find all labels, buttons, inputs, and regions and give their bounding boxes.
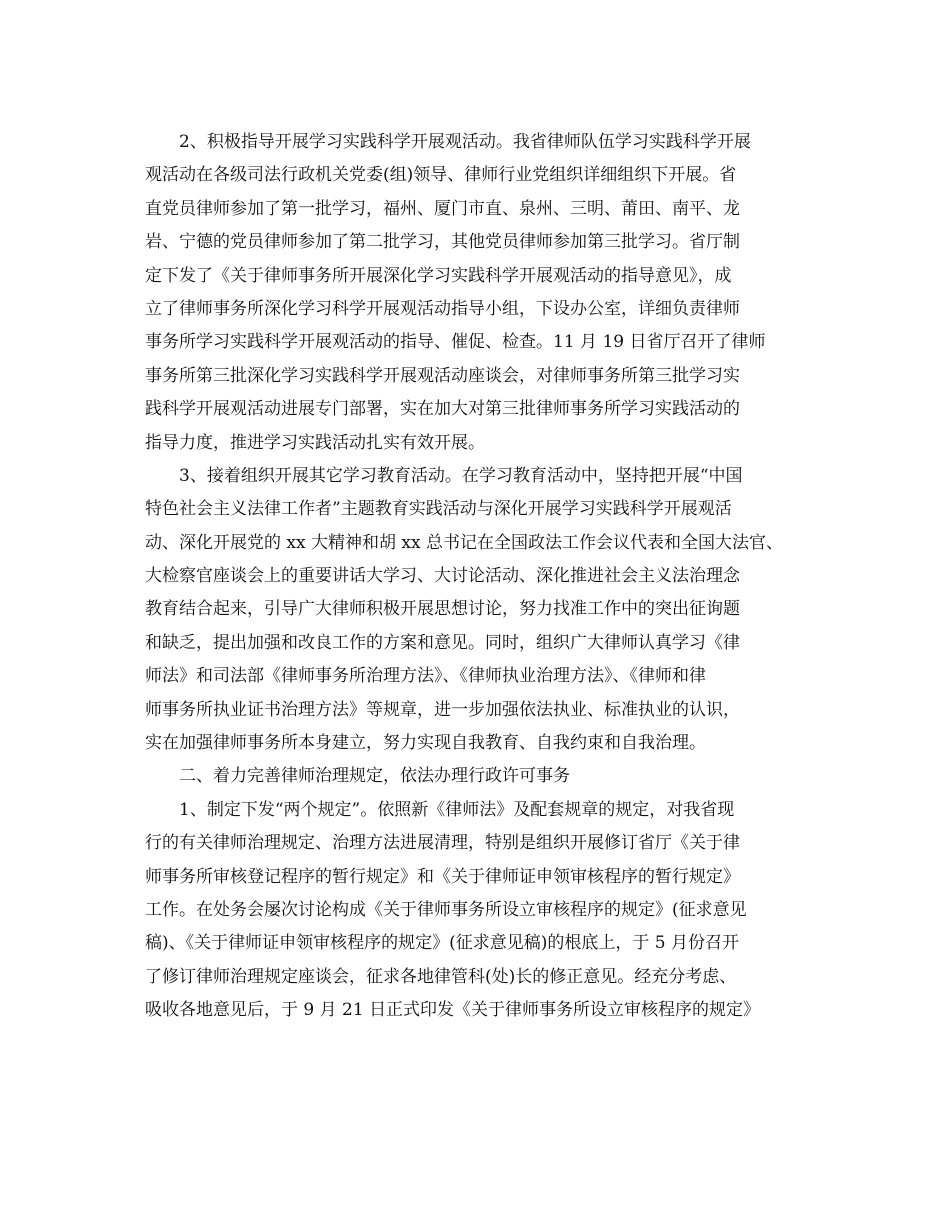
text-line: 动、深化开展党的 xx 大精神和胡 xx 总书记在全国政法工作会议代表和全国大法官、: [145, 532, 783, 553]
text-line: 定下发了《关于律师事务所开展深化学习实践科学开展观活动的指导意见》，成: [145, 265, 732, 286]
text-line: 观活动在各级司法行政机关党委(组)领导、律师行业党组织详细组织下开展。省: [145, 165, 737, 186]
text-line: 稿)、《关于律师证申领审核程序的规定》(征求意见稿)的根底上，于 5 月份召开: [145, 933, 740, 954]
text-line: 立了律师事务所深化学习科学开展观活动指导小组，下设办公室，详细负责律师: [145, 298, 740, 319]
text-line: 了修订律师治理规定座谈会，征求各地律管科(处)长的修正意见。经充分考虑、: [145, 966, 737, 987]
text-line: 行的有关律师治理规定、治理方法进展清理，特别是组织开展修订省厅《关于律: [145, 833, 740, 854]
document-body: [145, 126, 810, 1028]
text-line: 指导力度，推进学习实践活动扎实有效开展。: [145, 432, 485, 453]
text-line: 师事务所审核登记程序的暂行规定》和《关于律师证申领审核程序的暂行规定》: [145, 866, 740, 887]
text-line: 实在加强律师事务所本身建立，努力实现自我教育、自我约束和自我治理。: [145, 733, 706, 754]
text-line: 3、接着组织开展其它学习教育活动。在学习教育活动中，坚持把开展“中国: [179, 465, 743, 486]
text-line: 事务所第三批深化学习实践科学开展观活动座谈会，对律师事务所第三批学习实: [145, 365, 740, 386]
text-line: 直党员律师参加了第一批学习，福州、厦门市直、泉州、三明、莆田、南平、龙: [145, 198, 740, 219]
text-line: 和缺乏，提出加强和改良工作的方案和意见。同时，组织广大律师认真学习《律: [145, 632, 740, 653]
text-line: 2、积极指导开展学习实践科学开展观活动。我省律师队伍学习实践科学开展: [179, 132, 751, 152]
text-line: 岩、宁德的党员律师参加了第二批学习，其他党员律师参加第三批学习。省厅制: [145, 232, 740, 253]
text-line: 师事务所执业证书治理方法》等规章，进一步加强依法执业、标准执业的认识，: [145, 699, 740, 720]
text-line: 1、制定下发“两个规定”。依照新《律师法》及配套规章的规定，对我省现: [179, 799, 735, 820]
text-line: 二、着力完善律师治理规定，依法办理行政许可事务: [179, 766, 570, 787]
text-line: 事务所学习实践科学开展观活动的指导、催促、检查。11 月 19 日省厅召开了律师: [145, 332, 766, 353]
text-line: 工作。在处务会屡次讨论构成《关于律师事务所设立审核程序的规定》(征求意见: [145, 899, 747, 920]
text-line: 大检察官座谈会上的重要讲话大学习、大讨论活动、深化推进社会主义法治理念: [145, 566, 740, 587]
text-line: 特色社会主义法律工作者”主题教育实践活动与深化开展学习实践科学开展观活: [145, 499, 732, 520]
text-line: 吸收各地意见后，于 9 月 21 日正式印发《关于律师事务所设立审核程序的规定》: [145, 1000, 761, 1021]
text-line: 师法》和司法部《律师事务所治理方法》、《律师执业治理方法》、《律师和律: [145, 666, 706, 687]
text-line: 教育结合起来，引导广大律师积极开展思想讨论，努力找准工作中的突出征询题: [145, 599, 740, 620]
text-line: 践科学开展观活动进展专门部署，实在加大对第三批律师事务所学习实践活动的: [145, 399, 740, 420]
